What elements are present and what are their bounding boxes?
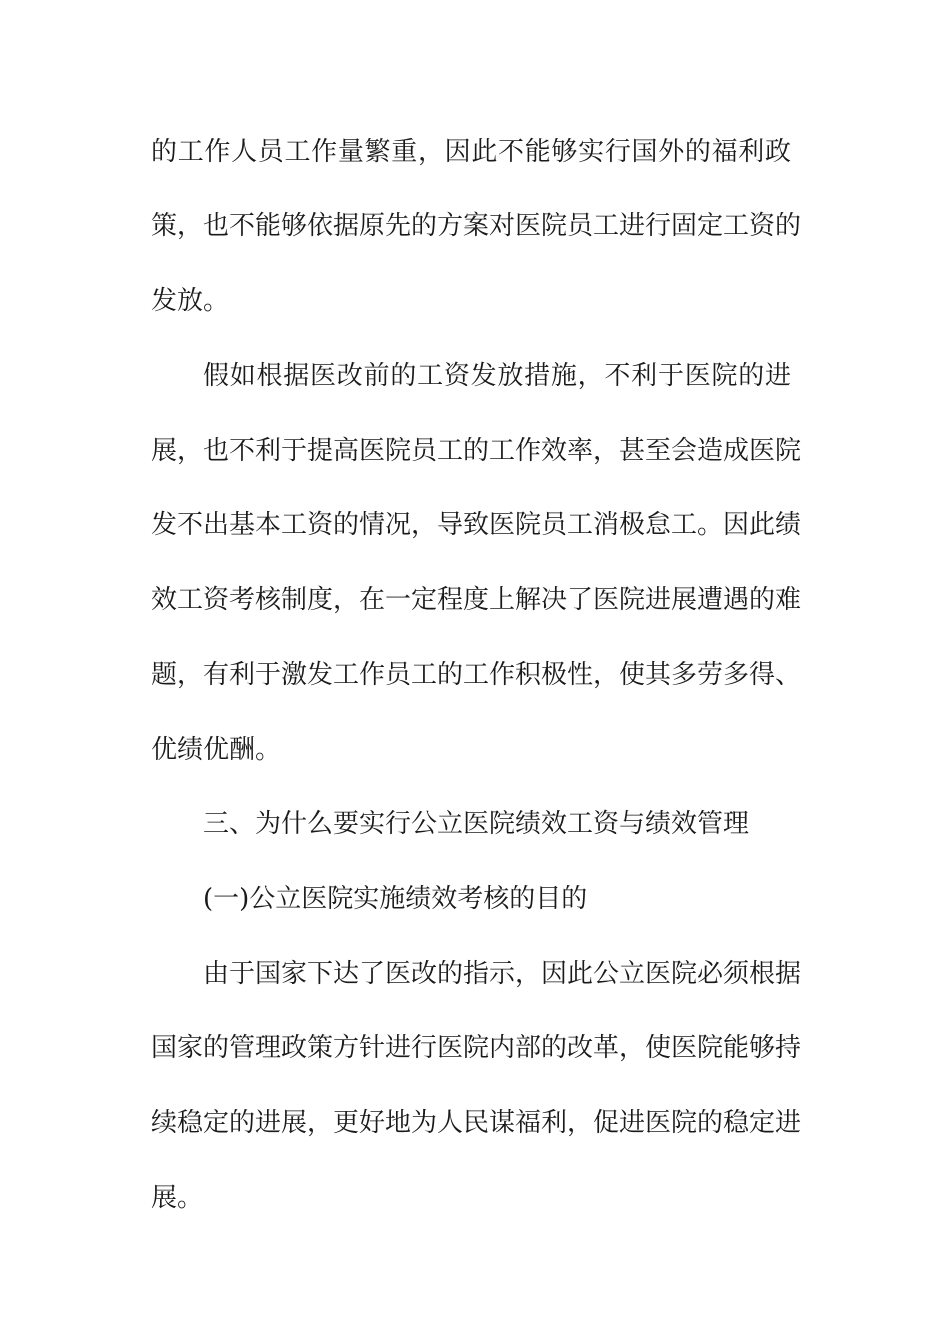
text-line: 国家的管理政策方针进行医院内部的改革，使医院能够持 — [151, 1033, 802, 1063]
section-heading: 三、为什么要实行公立医院绩效工资与绩效管理 — [203, 809, 750, 839]
text-line: 发放。 — [151, 286, 230, 316]
text-line: 展，也不利于提高医院员工的工作效率，甚至会造成医院 — [151, 436, 802, 466]
text-line: 题，有利于激发工作员工的工作积极性，使其多劳多得、 — [151, 660, 802, 690]
text-line: 由于国家下达了医改的指示，因此公立医院必须根据 — [203, 959, 802, 989]
text-line: 展。 — [151, 1183, 204, 1213]
text-line: 发不出基本工资的情况，导致医院员工消极怠工。因此绩 — [151, 510, 802, 540]
text-line: 效工资考核制度，在一定程度上解决了医院进展遭遇的难 — [151, 585, 802, 615]
subsection-heading: (一)公立医院实施绩效考核的目的 — [203, 884, 588, 914]
text-line: 优绩优酬。 — [151, 735, 282, 765]
text-line: 假如根据医改前的工资发放措施，不利于医院的进 — [203, 361, 791, 391]
text-line: 的工作人员工作量繁重，因此不能够实行国外的福利政 — [151, 137, 791, 167]
text-line: 策，也不能够依据原先的方案对医院员工进行固定工资的 — [151, 211, 802, 241]
text-line: 续稳定的进展，更好地为人民谋福利，促进医院的稳定进 — [151, 1108, 802, 1138]
